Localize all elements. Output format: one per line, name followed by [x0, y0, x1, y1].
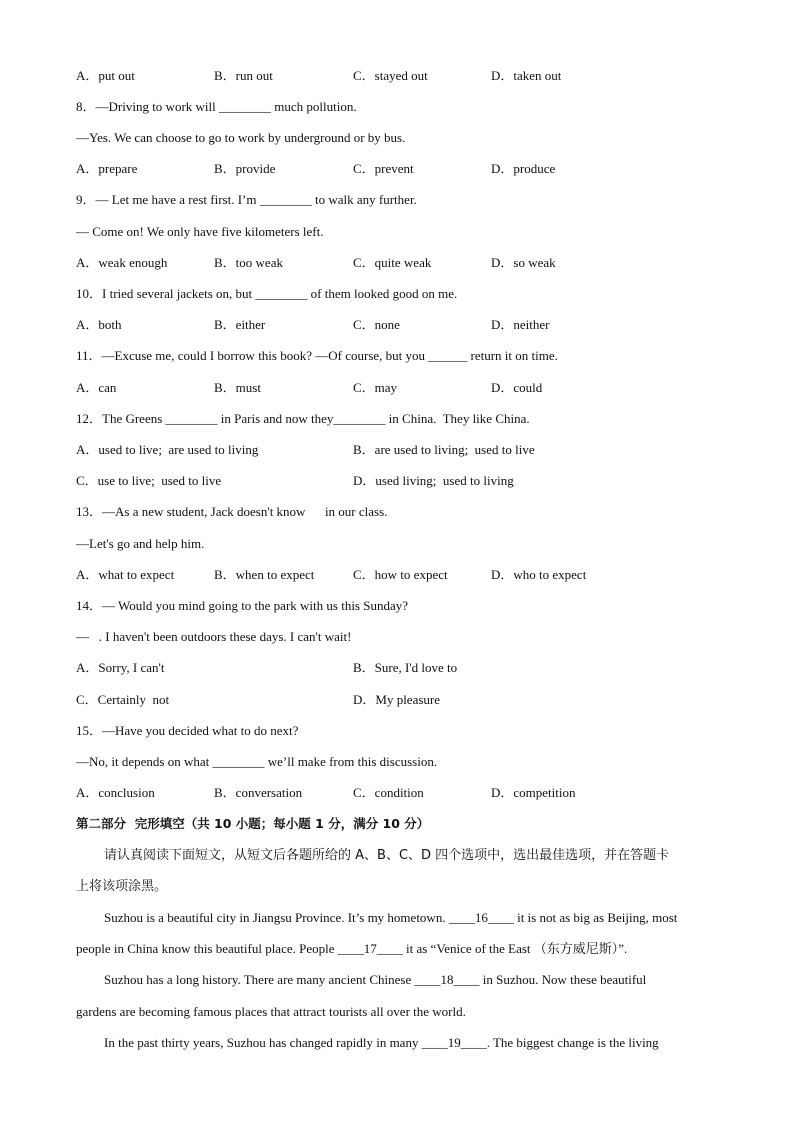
- q8-option-a: A．prepare: [76, 161, 138, 176]
- section-instruction-line-2: 上将该项涂黑。: [76, 879, 168, 894]
- q10-option-d: D．neither: [491, 317, 550, 332]
- q12-option-b: B．are used to living; used to live: [353, 442, 535, 457]
- q13-response: —Let's go and help him.: [76, 536, 205, 551]
- q9-option-d: D．so weak: [491, 255, 556, 270]
- q10-option-c: C．none: [353, 317, 400, 332]
- q8-option-c: C．prevent: [353, 161, 414, 176]
- q10-stem: 10．I tried several jackets on, but ________ of them looked good on me.: [76, 286, 458, 301]
- q12-stem: 12．The Greens ________ in Paris and now they________ in China. They like China.: [76, 411, 530, 426]
- passage-line: [104, 972, 744, 988]
- q7-option-b: B．run out: [214, 68, 273, 83]
- q14-response: — . I haven't been outdoors these days. I can't wait!: [76, 629, 352, 644]
- q8-option-b: B．provide: [214, 161, 276, 176]
- q15-option-b: B．conversation: [214, 785, 303, 800]
- blank-17: ____17____: [337, 941, 403, 956]
- q11-option-a: A．can: [76, 380, 117, 395]
- passage-text: people in China know this beautiful place. People: [76, 941, 338, 956]
- q7-option-a: A．put out: [76, 68, 135, 83]
- q9-option-b: B．too weak: [214, 255, 283, 270]
- q7-option-c: C．stayed out: [353, 68, 428, 83]
- q14-option-a: A．Sorry, I can't: [76, 660, 165, 675]
- q9-stem: 9．— Let me have a rest first. I’m ________ to walk any further.: [76, 192, 417, 207]
- q10-option-b: B．either: [214, 317, 266, 332]
- q11-option-c: C．may: [353, 380, 398, 395]
- q9-response: — Come on! We only have five kilometers left.: [76, 224, 324, 239]
- q11-stem: 11．—Excuse me, could I borrow this book? —Of course, but you ______ return it on time.: [76, 348, 558, 363]
- passage-text: Suzhou has a long history. There are many ancient Chinese: [104, 972, 415, 987]
- passage-line: [104, 910, 744, 926]
- q15-option-a: A．conclusion: [76, 785, 155, 800]
- q9-option-a: A．weak enough: [76, 255, 168, 270]
- passage-text: In the past thirty years, Suzhou has changed rapidly in many: [104, 1035, 422, 1050]
- blank-19: ____19____: [421, 1035, 487, 1050]
- section-heading: 第二部分 完形填空（共 10 小题；每小题 1 分，满分 10 分）: [76, 816, 430, 831]
- q8-stem: 8．—Driving to work will ________ much pollution.: [76, 99, 357, 114]
- q15-option-c: C．condition: [353, 785, 424, 800]
- q14-option-b: B．Sure, I'd love to: [353, 660, 458, 675]
- q13-option-d: D．who to expect: [491, 567, 587, 582]
- passage-text: . The biggest change is the living: [486, 1035, 659, 1050]
- passage-line: [76, 941, 716, 957]
- q13-option-b: B．when to expect: [214, 567, 315, 582]
- q14-stem: 14．— Would you mind going to the park with us this Sunday?: [76, 598, 409, 613]
- q13-stem: 13．—As a new student, Jack doesn't know in our class.: [76, 504, 388, 519]
- passage-text: Suzhou is a beautiful city in Jiangsu Province. It’s my hometown.: [104, 910, 449, 925]
- section-instruction-line-1: 请认真阅读下面短文，从短文后各题所给的 A、B、C、D 四个选项中，选出最佳选项，并在答题卡: [104, 848, 670, 863]
- q12-option-c: C．use to live; used to live: [76, 473, 222, 488]
- passage-text: in Suzhou. Now these beautiful: [479, 972, 647, 987]
- q12-option-a: A．used to live; are used to living: [76, 442, 259, 457]
- q15-response: —No, it depends on what ________ we’ll make from this discussion.: [76, 754, 438, 769]
- q9-option-c: C．quite weak: [353, 255, 432, 270]
- passage-text: it is not as big as Beijing, most: [513, 910, 678, 925]
- blank-18: ____18____: [414, 972, 480, 987]
- q15-option-d: D．competition: [491, 785, 576, 800]
- q14-option-c: C．Certainly not: [76, 692, 170, 707]
- q10-option-a: A．both: [76, 317, 122, 332]
- q12-option-d: D．used living; used to living: [353, 473, 514, 488]
- q7-option-d: D．taken out: [491, 68, 562, 83]
- q11-option-b: B．must: [214, 380, 261, 395]
- passage-line: [104, 1035, 744, 1051]
- q15-stem: 15．—Have you decided what to do next?: [76, 723, 299, 738]
- q8-option-d: D．produce: [491, 161, 556, 176]
- passage-line: gardens are becoming famous places that attract tourists all over the world.: [76, 1004, 466, 1019]
- q8-response: —Yes. We can choose to go to work by underground or by bus.: [76, 130, 406, 145]
- passage-text: it as “Venice of the East （东方威尼斯）”.: [402, 941, 628, 956]
- blank-16: ____16____: [448, 910, 514, 925]
- q11-option-d: D．could: [491, 380, 543, 395]
- q13-option-a: A．what to expect: [76, 567, 175, 582]
- q14-option-d: D．My pleasure: [353, 692, 441, 707]
- q13-option-c: C．how to expect: [353, 567, 448, 582]
